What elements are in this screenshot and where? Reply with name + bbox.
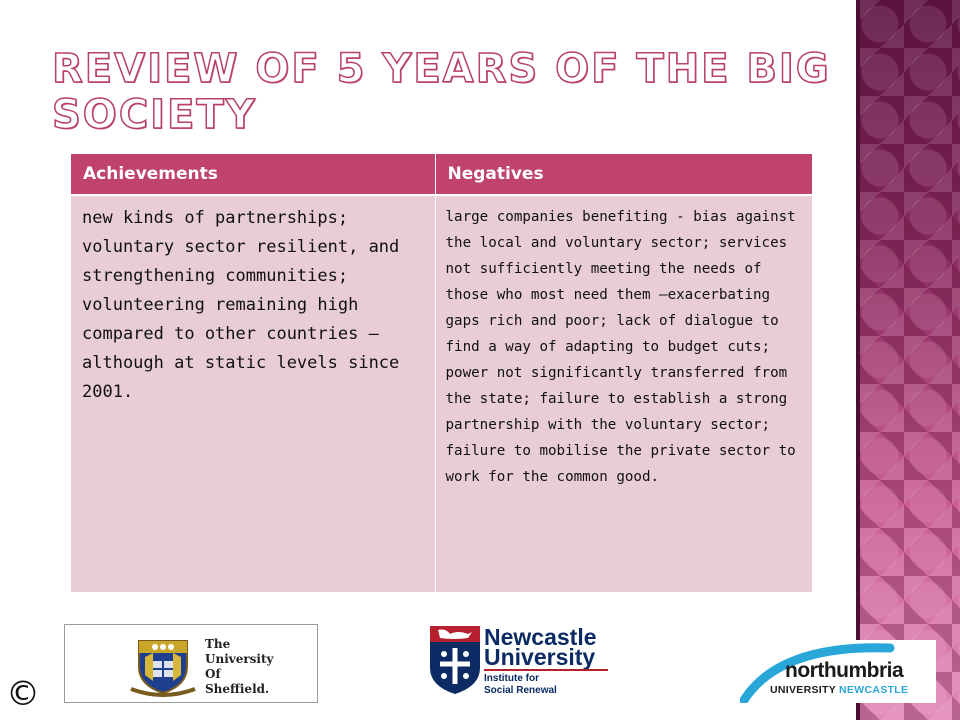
- negatives-cell: large companies benefiting - bias against the local and voluntary sector; services not sufficiently meeting the needs of those who most need them –exacerbating gaps rich and poor; lack of dialogue to find a way of adapting to budget cuts; power not significantly transferred from the state; failure to establish a strong partnership with the voluntary sector; failure to mobilise the private sector to work for the common good.: [435, 195, 812, 592]
- sheffield-text-line: The: [205, 637, 231, 651]
- newcastle-shield-icon: [428, 624, 482, 696]
- side-strip-edge: [856, 0, 860, 720]
- achievements-cell: new kinds of partnerships; voluntary sector resilient, and strengthening communities; volunteering remaining high compared to other countries – although at static levels since 2001.: [71, 195, 435, 592]
- newcastle-university-logo: [428, 624, 608, 699]
- table-header-row: [71, 154, 812, 195]
- northumbria-city-word: NEWCASTLE: [839, 684, 909, 696]
- slide-title: REVIEW OF 5 YEARS OF THE BIG SOCIETY: [52, 46, 831, 138]
- sheffield-text-line: Of: [205, 667, 221, 681]
- sheffield-text-line: University: [205, 652, 274, 666]
- header-negatives: Negatives: [435, 154, 812, 195]
- northumbria-university-word: UNIVERSITY: [770, 684, 836, 696]
- sheffield-logo-text: [205, 637, 274, 697]
- review-table: [71, 154, 813, 592]
- copyright-symbol: ©: [6, 674, 40, 714]
- northumbria-name: northumbria: [785, 659, 904, 682]
- newcastle-university-word: University: [484, 644, 596, 670]
- institute-line: Social Renewal: [484, 685, 557, 696]
- northumbria-logo: [740, 640, 936, 703]
- northumbria-university-line: [770, 684, 908, 696]
- decorative-side-strip: [856, 0, 960, 720]
- sheffield-text-line: Sheffield.: [205, 682, 270, 696]
- newcastle-name: Newcastle: [484, 624, 597, 650]
- table-row: [71, 195, 812, 592]
- sheffield-crest-icon: [125, 631, 205, 697]
- newcastle-institute-label: [484, 669, 608, 697]
- sheffield-logo: [64, 624, 318, 703]
- institute-line: Institute for: [484, 673, 539, 684]
- header-achievements: Achievements: [71, 154, 435, 195]
